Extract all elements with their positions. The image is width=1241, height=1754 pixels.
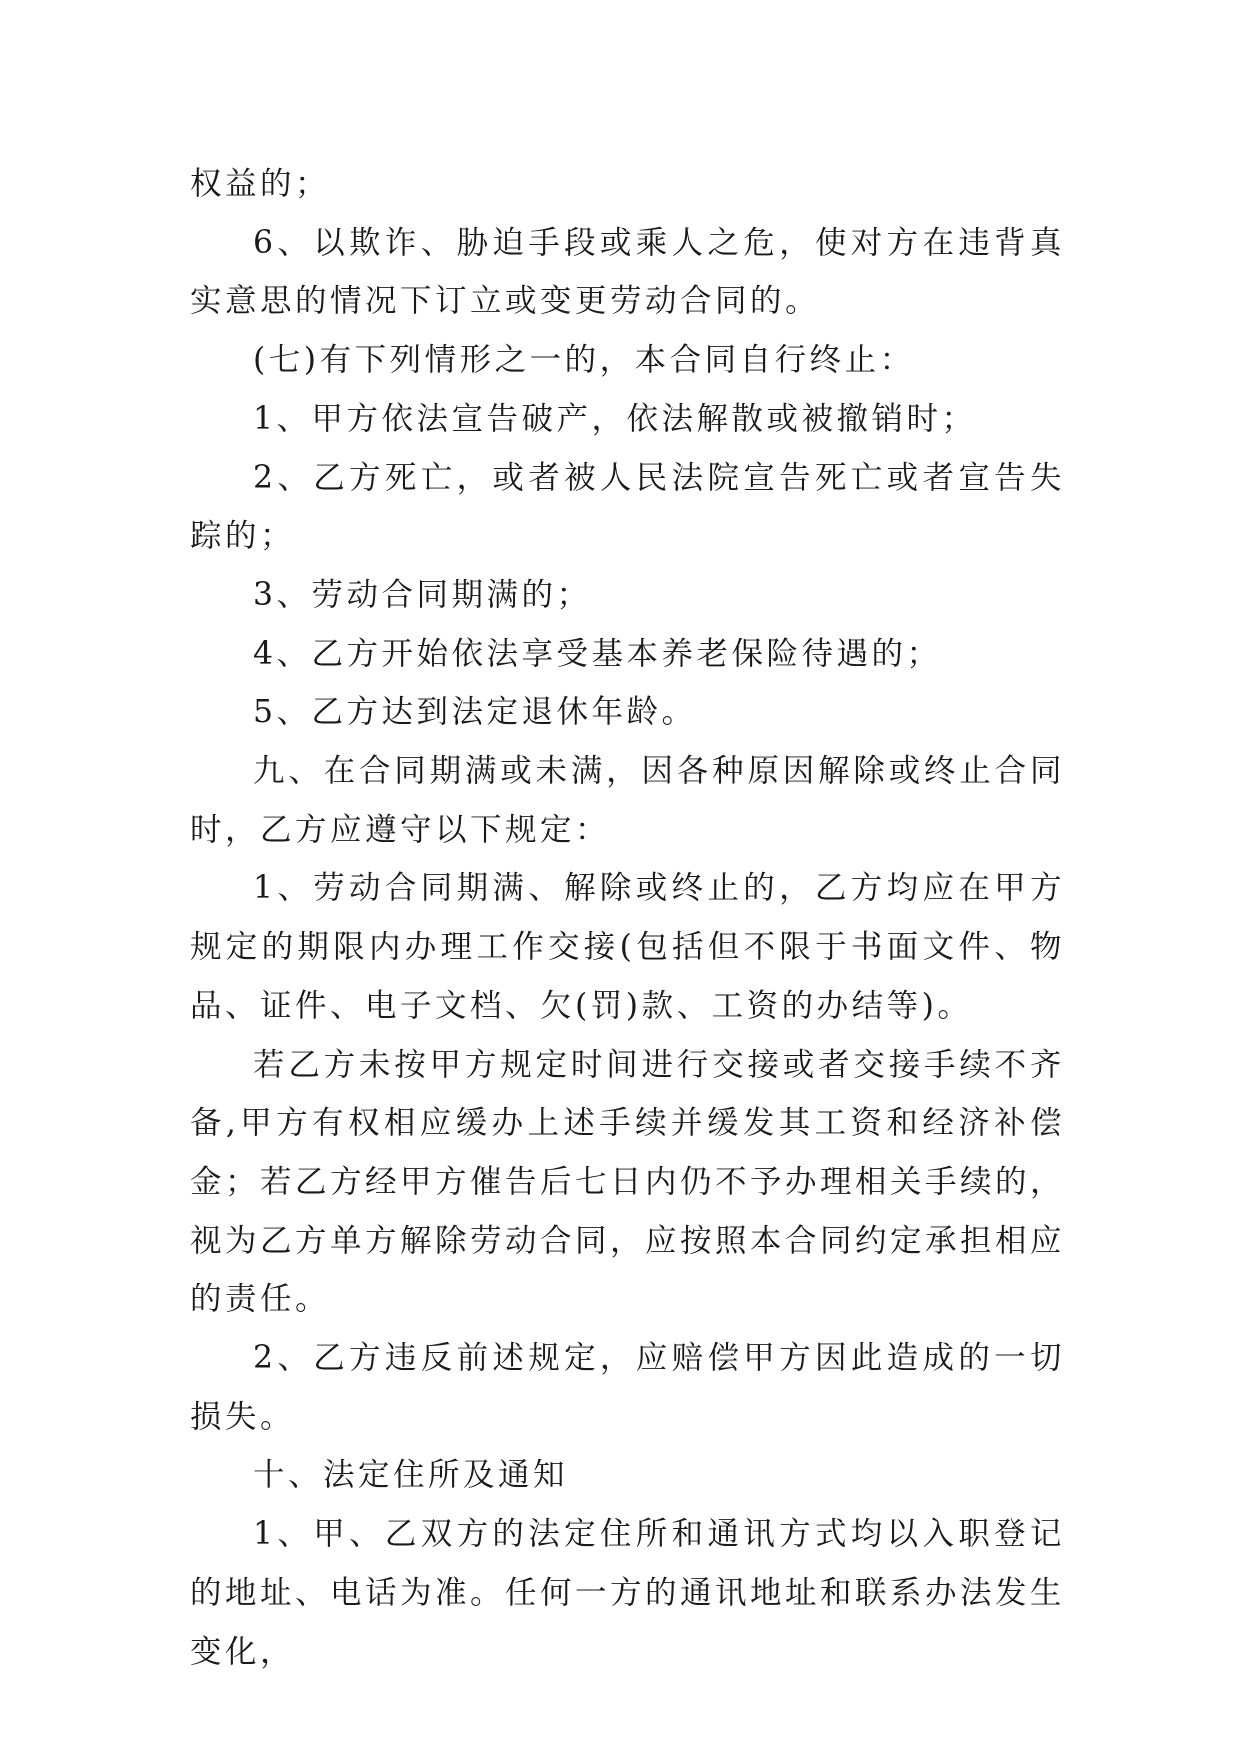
paragraph-7: 4、乙方开始依法享受基本养老保险待遇的；	[253, 635, 942, 672]
paragraph-8: 5、乙方达到法定退休年龄。	[253, 694, 697, 731]
paragraph-9: 九、在合同期满或未满，因各种原因解除或终止合同时，乙方应遵守以下规定：	[190, 753, 1065, 848]
document-body	[190, 155, 1065, 1681]
paragraph-14: 1、甲、乙双方的法定住所和通讯方式均以入职登记的地址、电话为准。任何一方的通讯地址和联系办法发生变化，	[190, 1516, 1066, 1670]
paragraph-2: 6、以欺诈、胁迫手段或乘人之危，使对方在违背真实意思的情况下订立或变更劳动合同的。	[190, 224, 1065, 320]
paragraph-4: 1、甲方依法宣告破产，依法解散或被撤销时；	[253, 400, 977, 437]
paragraph-5: 2、乙方死亡，或者被人民法院宣告死亡或者宣告失踪的；	[190, 459, 1065, 555]
paragraph-12: 2、乙方违反前述规定，应赔偿甲方因此造成的一切损失。	[190, 1340, 1065, 1435]
paragraph-10: 1、劳动合同期满、解除或终止的，乙方均应在甲方规定的期限内办理工作交接(包括但不限于书面文件、物品、证件、电子文档、欠(罚)款、工资的办结等)。	[190, 870, 1065, 1024]
paragraph-13: 十、法定住所及通知	[253, 1457, 569, 1494]
paragraph-6: 3、劳动合同期满的；	[253, 576, 592, 613]
paragraph-11: 若乙方未按甲方规定时间进行交接或者交接手续不齐备,甲方有权相应缓办上述手续并缓发其工资和经济补偿金；若乙方经甲方催告后七日内仍不予办理相关手续的，视为乙方单方解除劳动合同，应按照本合同约定承担相应的责任。	[190, 1046, 1066, 1318]
paragraph-3: (七)有下列情形之一的，本合同自行终止：	[253, 342, 915, 379]
paragraph-1: 权益的；	[190, 166, 331, 202]
